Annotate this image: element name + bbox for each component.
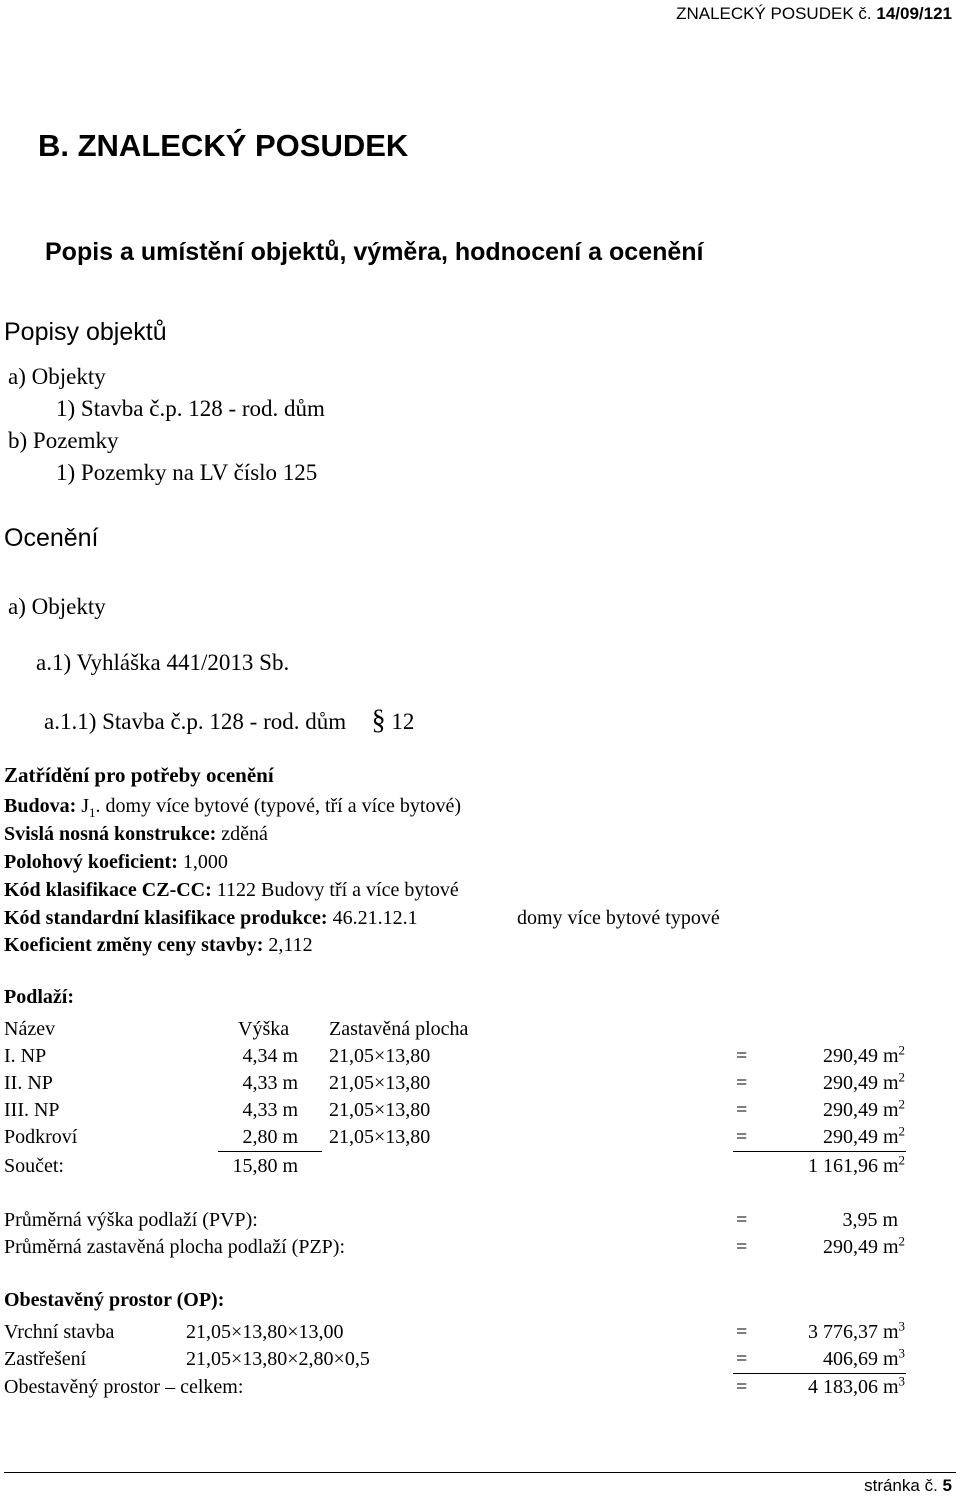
floors-col-area: Zastavěná plocha xyxy=(329,1018,469,1040)
floor-height: 4,33 m xyxy=(242,1072,298,1094)
valuation-objects-label: a) Objekty xyxy=(8,594,106,619)
floor-equals: = xyxy=(736,1126,748,1148)
volume-row-result: 3 776,37 $m^3$ xyxy=(807,1318,905,1343)
volume-sum-rule xyxy=(733,1373,906,1374)
floor-formula: 21,05×13,80 xyxy=(329,1072,431,1094)
descriptions-land-label: b) Pozemky xyxy=(8,428,119,453)
volume-row-result: 406,69 $m^3$ xyxy=(822,1345,905,1370)
floors-col-height: Výška xyxy=(238,1018,290,1040)
floors-sum-height: 15,80 m xyxy=(232,1155,298,1177)
floor-height: 2,80 m xyxy=(242,1126,298,1148)
floor-formula: 21,05×13,80 xyxy=(329,1045,431,1067)
classification-heading: Zatřídění pro potřeby ocenění xyxy=(4,763,274,787)
floor-result: 290,49 $m^2$ xyxy=(822,1069,905,1094)
header-doc-title: ZNALECKÝ POSUDEK č. xyxy=(676,4,872,23)
height-sum-rule xyxy=(218,1151,322,1152)
volume-total-equals: = xyxy=(736,1376,748,1398)
floor-name: II. NP xyxy=(4,1072,53,1094)
volume-row-formula: 21,05×13,80×13,00 xyxy=(186,1321,344,1343)
floor-result: 290,49 $m^2$ xyxy=(822,1096,905,1121)
floor-height: 4,34 m xyxy=(242,1045,298,1067)
classification-cpa: Kód standardní klasifikace produkce: 46.21.12.1 xyxy=(4,907,418,929)
valuation-object-1: a.1.1) Stavba č.p. 128 - rod. dům xyxy=(44,709,347,734)
floor-name: Podkroví xyxy=(4,1126,78,1148)
floor-name: I. NP xyxy=(4,1045,47,1067)
floor-name: III. NP xyxy=(4,1099,60,1121)
pvp-value: 3,95 m xyxy=(842,1209,898,1231)
header-doc-number: 14/09/121 xyxy=(876,4,952,23)
classification-wall-structure: Svislá nosná konstrukce: zděná xyxy=(4,823,268,845)
floor-equals: = xyxy=(736,1099,748,1121)
floors-heading: Podlaží: xyxy=(4,986,74,1008)
classification-building: Budova: $J_1$. domy více bytové (typové, tří a více bytové) xyxy=(4,795,461,820)
floor-formula: 21,05×13,80 xyxy=(329,1126,431,1148)
floors-sum-label: Součet: xyxy=(4,1155,64,1177)
floor-equals: = xyxy=(736,1072,748,1094)
footer-page-number: 5 xyxy=(942,1476,952,1495)
floor-result: 290,49 $m^2$ xyxy=(822,1042,905,1067)
floor-height: 4,33 m xyxy=(242,1099,298,1121)
classification-cpa-text: domy více bytové typové xyxy=(517,907,720,929)
classification-price-coef: Koeficient změny ceny stavby: 2,112 xyxy=(4,934,313,956)
page-footer xyxy=(864,1476,952,1496)
document-subtitle: Popis a umístění objektů, výměra, hodnocení a ocenění xyxy=(45,238,704,266)
footer-rule xyxy=(4,1472,956,1473)
pzp-equals: = xyxy=(736,1236,748,1258)
descriptions-objects-label: a) Objekty xyxy=(8,364,106,389)
floor-equals: = xyxy=(736,1045,748,1067)
descriptions-heading: Popisy objektů xyxy=(4,318,167,346)
valuation-heading: Ocenění xyxy=(4,524,99,552)
descriptions-object-1: 1) Stavba č.p. 128 - rod. dům xyxy=(56,396,325,421)
section-number: 12 xyxy=(391,709,415,734)
volume-row-name: Vrchní stavba xyxy=(4,1321,115,1343)
valuation-object-line xyxy=(44,705,414,737)
classification-location-coef: Polohový koeficient: 1,000 xyxy=(4,851,228,873)
valuation-regulation: a.1) Vyhláška 441/2013 Sb. xyxy=(36,650,290,675)
pvp-equals: = xyxy=(736,1209,748,1231)
footer-page-label: stránka č. xyxy=(864,1476,938,1495)
volume-total-label: Obestavěný prostor – celkem: xyxy=(4,1376,244,1398)
volume-heading: Obestavěný prostor (OP): xyxy=(4,1289,225,1311)
classification-czcc: Kód klasifikace CZ-CC: 1122 Budovy tří a více bytové xyxy=(4,879,459,901)
floors-sum-area: 1 161,96 $m^2$ xyxy=(807,1152,905,1177)
document-title: B. ZNALECKÝ POSUDEK xyxy=(38,128,409,163)
volume-row-equals: = xyxy=(736,1321,748,1343)
floors-col-name: Název xyxy=(4,1018,56,1040)
pzp-label: Průměrná zastavěná plocha podlaží (PZP): xyxy=(4,1236,345,1258)
descriptions-land-1: 1) Pozemky na LV číslo 125 xyxy=(56,460,318,485)
floor-formula: 21,05×13,80 xyxy=(329,1099,431,1121)
volume-row-formula: 21,05×13,80×2,80×0,5 xyxy=(186,1348,370,1370)
pzp-value: 290,49 $m^2$ xyxy=(822,1233,905,1258)
floor-result: 290,49 $m^2$ xyxy=(822,1123,905,1148)
pvp-label: Průměrná výška podlaží (PVP): xyxy=(4,1209,258,1231)
volume-row-name: Zastřešení xyxy=(4,1348,87,1370)
volume-row-equals: = xyxy=(736,1348,748,1370)
page-header xyxy=(676,4,952,24)
section-sign: § xyxy=(371,705,386,736)
area-sum-rule xyxy=(733,1151,906,1152)
volume-total-value: 4 183,06 $m^3$ xyxy=(807,1373,905,1398)
